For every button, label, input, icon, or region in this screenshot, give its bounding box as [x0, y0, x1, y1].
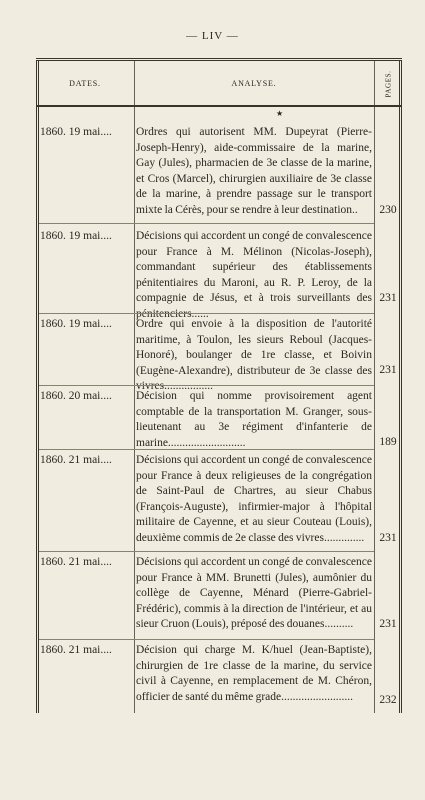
column-divider-dates	[134, 61, 135, 713]
row-divider	[39, 551, 374, 552]
row-analysis: Ordres qui autorisent MM. Dupeyrat (Pierre-Joseph-Henry), aide-commissaire de la marine, Gay (Jules), pharmacien de 3e classe de la marine, et Cros (Marcel), chirurgien auxiliaire de 3e classe de la marine, à prendre passage sur le transport mixte la Cérès, pour se rendre à leur destination..	[136, 126, 372, 216]
row-date: 1860. 21 mai....	[40, 454, 112, 466]
row-date: 1860. 21 mai....	[40, 644, 112, 656]
row-analysis: Décision qui charge M. K/huel (Jean-Baptiste), chirurgien de 1re classe de la marine, du service civil à Cayenne, en remplacement de M. Chéron, officier de santé du même grade.........................	[136, 644, 372, 703]
row-divider	[39, 385, 374, 386]
row-page: 231	[379, 532, 397, 544]
row-date: 1860. 19 mai....	[40, 318, 112, 330]
row-divider	[39, 449, 374, 450]
row-divider	[39, 639, 374, 640]
header-pages-label: PAGES.	[384, 70, 393, 98]
column-divider-pages	[374, 61, 375, 713]
row-analysis: Décisions qui accordent un congé de convalescence pour France à MM. Brunetti (Jules), aumônier du collège de Cayenne, Ménard (Pierre-Gabriel-Frédéric), commis à la direction de l'intérieur, et au sieur Cruon (Louis), préposé des douanes..........	[136, 556, 372, 630]
row-analysis: Décision qui nomme provisoirement agent comptable de la transportation M. Granger, sous-lieutenant au 3e régiment d'infanterie de marine...........................	[136, 390, 372, 449]
row-divider	[39, 313, 374, 314]
row-date: 1860. 19 mai....	[40, 126, 112, 138]
row-analysis: Ordre qui envoie à la disposition de l'autorité maritime, à Toulon, les sieurs Reboul (Jacques-Honoré), boulanger de 1re classe, et Boivin (Eugène-Alexandre), distributeur de 3e classe des vivres.................	[136, 318, 372, 392]
header-analyse: ANALYSE.	[231, 79, 277, 88]
header-dates: DATES.	[69, 79, 101, 88]
page-header: — LIV —	[186, 30, 239, 42]
header-rule	[36, 105, 402, 107]
table-right-border	[399, 61, 402, 713]
header-pages	[376, 65, 400, 103]
ornament-star: ★	[276, 109, 284, 118]
row-page: 189	[379, 436, 397, 448]
table-left-border	[36, 61, 39, 713]
row-page: 231	[379, 292, 397, 304]
row-date: 1860. 19 mai....	[40, 230, 112, 242]
index-table	[36, 58, 402, 713]
row-date: 1860. 21 mai....	[40, 556, 112, 568]
row-analysis: Décisions qui accordent un congé de convalescence pour France à M. Mélinon (Nicolas-Joseph), commandant supérieur des établissements pénitentiaires du Maroni, au R. P. Leroy, de la compagnie de Jésus, et à trois surveillants des pénitenciers......	[136, 230, 372, 320]
row-analysis: Décisions qui accordent un congé de convalescence pour France à deux religieuses de la congrégation de Saint-Paul de Chartres, au sieur Chabus (François-Auguste), infirmier-major à l'hôpital militaire de Cayenne, et au sieur Couteau (Louis), deuxième commis de 2e classe des vivres..............	[136, 454, 372, 544]
row-page: 230	[379, 204, 397, 216]
row-date: 1860. 20 mai....	[40, 390, 112, 402]
row-page: 232	[379, 694, 397, 706]
row-page: 231	[379, 618, 397, 630]
row-divider	[39, 223, 374, 224]
row-page: 231	[379, 364, 397, 376]
